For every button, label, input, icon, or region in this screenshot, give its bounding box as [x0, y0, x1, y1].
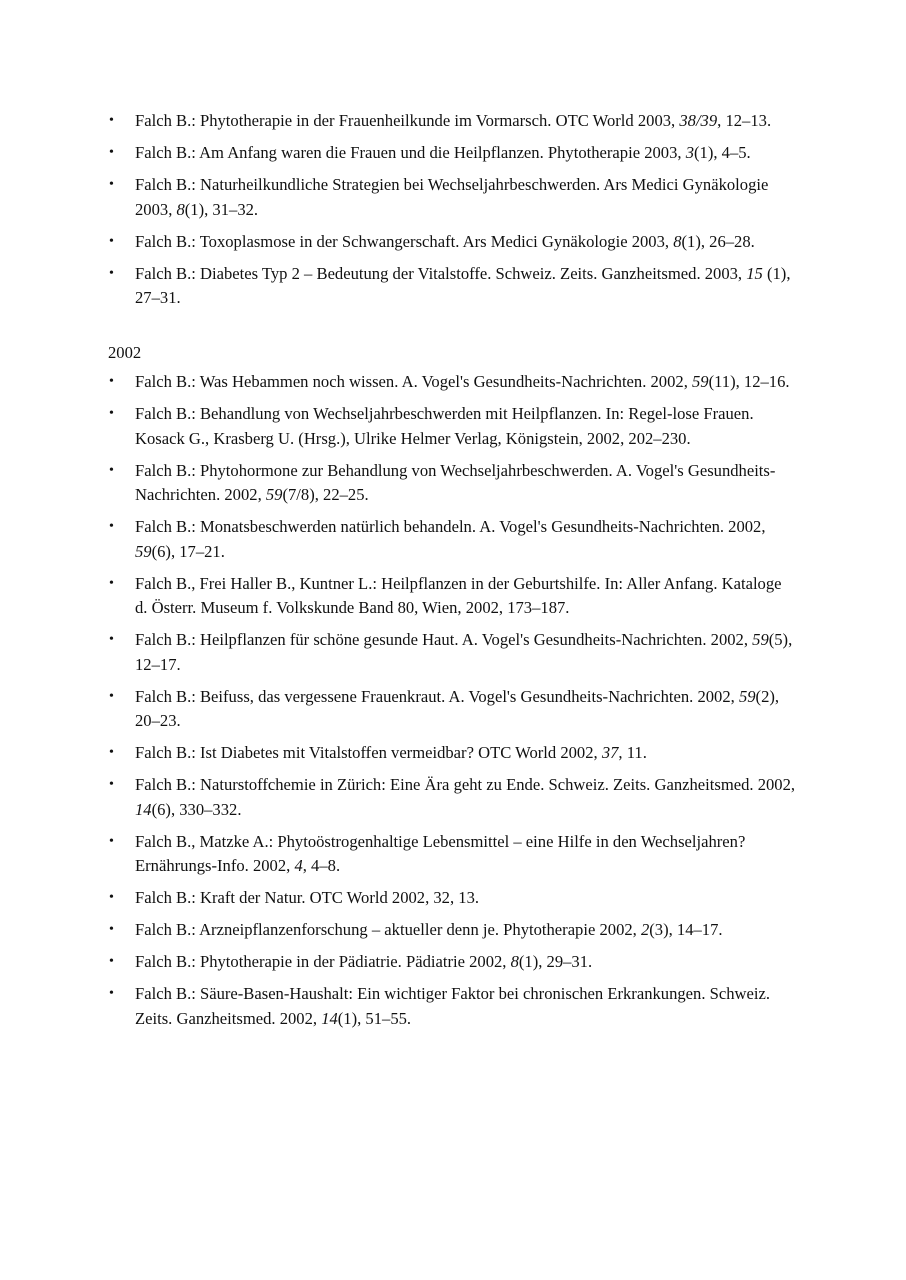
reference-item: [108, 773, 798, 822]
reference-item: [108, 628, 798, 677]
bullet-icon: •: [109, 745, 114, 760]
reference-item: [108, 886, 798, 911]
reference-pages: (1), 26–28.: [681, 231, 755, 251]
reference-item: [108, 685, 798, 734]
document-page: [108, 109, 798, 1039]
reference-item: [108, 830, 798, 879]
reference-pages: (5), 12–17.: [135, 630, 793, 674]
bullet-icon: •: [109, 922, 114, 937]
reference-volume: 38/39: [679, 111, 718, 130]
reference-pages: (11), 12–16.: [708, 372, 790, 391]
reference-list-container: [108, 109, 798, 1031]
reference-item: [108, 459, 798, 508]
reference-pages: (6), 330–332.: [151, 799, 242, 819]
bullet-icon: •: [109, 462, 114, 478]
reference-list: [108, 109, 798, 311]
reference-volume: 37: [601, 743, 619, 762]
reference-pages: (1), 51–55.: [337, 1008, 412, 1028]
reference-item: [108, 918, 798, 943]
bullet-icon: •: [109, 374, 114, 389]
reference-pages: (1), 31–32.: [184, 199, 259, 219]
bullet-icon: •: [109, 519, 114, 534]
reference-text: Falch B.: Was Hebammen noch wissen. A. Vogel's Gesundheits-Nachrichten. 2002,: [135, 372, 692, 391]
bullet-icon: •: [109, 777, 114, 792]
bullet-icon: •: [109, 986, 114, 1001]
reference-pages: , 12–13.: [717, 111, 772, 130]
reference-text: Falch B.: Naturstoffchemie in Zürich: Eine Ära geht zu Ende. Schweiz. Zeits. Ganzheitsmed. 2002,: [135, 775, 796, 794]
reference-text: Falch B.: Säure-Basen-Haushalt: Ein wichtiger Faktor bei chronischen Erkrankungen. Schweiz. Zeits. Ganzheitsmed. 2002,: [135, 984, 770, 1028]
reference-volume: 59: [738, 686, 756, 706]
reference-item: [108, 262, 798, 311]
reference-pages: (1), 29–31.: [518, 952, 593, 971]
reference-list: [108, 370, 798, 1031]
reference-text: Falch B.: Heilpflanzen für schöne gesunde Haut. A. Vogel's Gesundheits-Nachrichten. 2002,: [135, 630, 753, 649]
reference-item: [108, 982, 798, 1031]
bullet-icon: •: [109, 688, 114, 704]
bullet-icon: •: [109, 113, 114, 128]
reference-pages: (6), 17–21.: [151, 541, 225, 561]
reference-pages: , 4–8.: [302, 856, 341, 875]
bullet-icon: •: [109, 833, 114, 849]
reference-pages: (2), 20–23.: [135, 686, 780, 730]
reference-pages: , 11.: [618, 743, 647, 762]
reference-item: [108, 141, 798, 166]
reference-text: Falch B.: Naturheilkundliche Strategien bei Wechseljahrbeschwerden. Ars Medici Gynäkologie 2003,: [135, 175, 769, 219]
reference-volume: 4: [294, 856, 303, 875]
reference-pages: (3), 14–17.: [649, 920, 723, 939]
reference-text: Falch B.: Phytohormone zur Behandlung von Wechseljahrbeschwerden. A. Vogel's Gesundheits-Nachrichten. 2002,: [135, 460, 776, 504]
reference-text: Falch B.: Arzneipflanzenforschung – aktueller denn je. Phytotherapie 2002,: [135, 920, 641, 939]
reference-volume: 59: [265, 485, 283, 504]
bullet-icon: •: [109, 145, 114, 160]
reference-volume: 59: [752, 630, 769, 649]
reference-volume: 14: [135, 799, 152, 819]
reference-pages: (1), 4–5.: [694, 143, 751, 162]
reference-volume: 8: [510, 952, 519, 971]
bullet-icon: •: [109, 177, 114, 192]
reference-volume: 59: [692, 372, 709, 391]
bullet-icon: •: [109, 233, 114, 249]
reference-text: Falch B.: Behandlung von Wechseljahrbeschwerden mit Heilpflanzen. In: Regel-lose Frauen. Kosack G., Krasberg U. (Hrsg.), Ulrike Helmer Verlag, Königstein, 2002, 202–230.: [135, 404, 754, 448]
reference-text: Falch B., Matzke A.: Phytoöstrogenhaltige Lebensmittel – eine Hilfe in den Wechseljahren? Ernährungs-Info. 2002,: [135, 831, 746, 875]
bullet-icon: •: [109, 890, 114, 905]
reference-item: [108, 741, 798, 766]
reference-text: Falch B.: Kraft der Natur. OTC World 2002, 32, 13.: [135, 888, 480, 907]
reference-text: Falch B.: Phytotherapie in der Pädiatrie. Pädiatrie 2002,: [135, 952, 511, 971]
reference-text: Falch B.: Ist Diabetes mit Vitalstoffen vermeidbar? OTC World 2002,: [135, 743, 602, 762]
reference-text: Falch B.: Monatsbeschwerden natürlich behandeln. A. Vogel's Gesundheits-Nachrichten. 2002,: [135, 517, 766, 536]
reference-volume: 8: [176, 199, 185, 219]
bullet-icon: •: [109, 265, 114, 281]
reference-volume: 14: [321, 1008, 338, 1028]
year-heading: 2002: [108, 342, 142, 362]
reference-item: [108, 230, 798, 255]
bullet-icon: •: [109, 632, 114, 647]
reference-text: Falch B., Frei Haller B., Kuntner L.: Heilpflanzen in der Geburtshilfe. In: Aller Anfang. Kataloge d. Österr. Museum f. Volkskunde Band 80, Wien, 2002, 173–187.: [135, 573, 782, 617]
reference-item: [108, 173, 798, 222]
bullet-icon: •: [109, 954, 114, 969]
reference-volume: 15: [746, 263, 763, 283]
reference-item: [108, 370, 798, 395]
bullet-icon: •: [109, 575, 114, 591]
reference-item: [108, 402, 798, 451]
reference-text: Falch B.: Beifuss, das vergessene Frauenkraut. A. Vogel's Gesundheits-Nachrichten. 2002,: [135, 686, 739, 706]
reference-volume: 3: [685, 143, 694, 162]
reference-item: [108, 572, 798, 621]
reference-text: Falch B.: Phytotherapie in der Frauenheilkunde im Vormarsch. OTC World 2003,: [135, 111, 680, 130]
reference-text: Falch B.: Diabetes Typ 2 – Bedeutung der Vitalstoffe. Schweiz. Zeits. Ganzheitsmed. 2003,: [135, 263, 747, 283]
reference-pages: (7/8), 22–25.: [282, 485, 369, 504]
reference-item: [108, 109, 798, 134]
reference-volume: 59: [135, 541, 152, 561]
reference-volume: 8: [673, 231, 682, 251]
reference-pages: (1), 27–31.: [135, 263, 791, 307]
reference-text: Falch B.: Am Anfang waren die Frauen und die Heilpflanzen. Phytotherapie 2003,: [135, 143, 686, 162]
reference-text: Falch B.: Toxoplasmose in der Schwangerschaft. Ars Medici Gynäkologie 2003,: [135, 231, 674, 251]
bullet-icon: •: [109, 406, 114, 421]
reference-item: [108, 950, 798, 975]
reference-volume: 2: [640, 920, 650, 939]
reference-item: [108, 515, 798, 564]
